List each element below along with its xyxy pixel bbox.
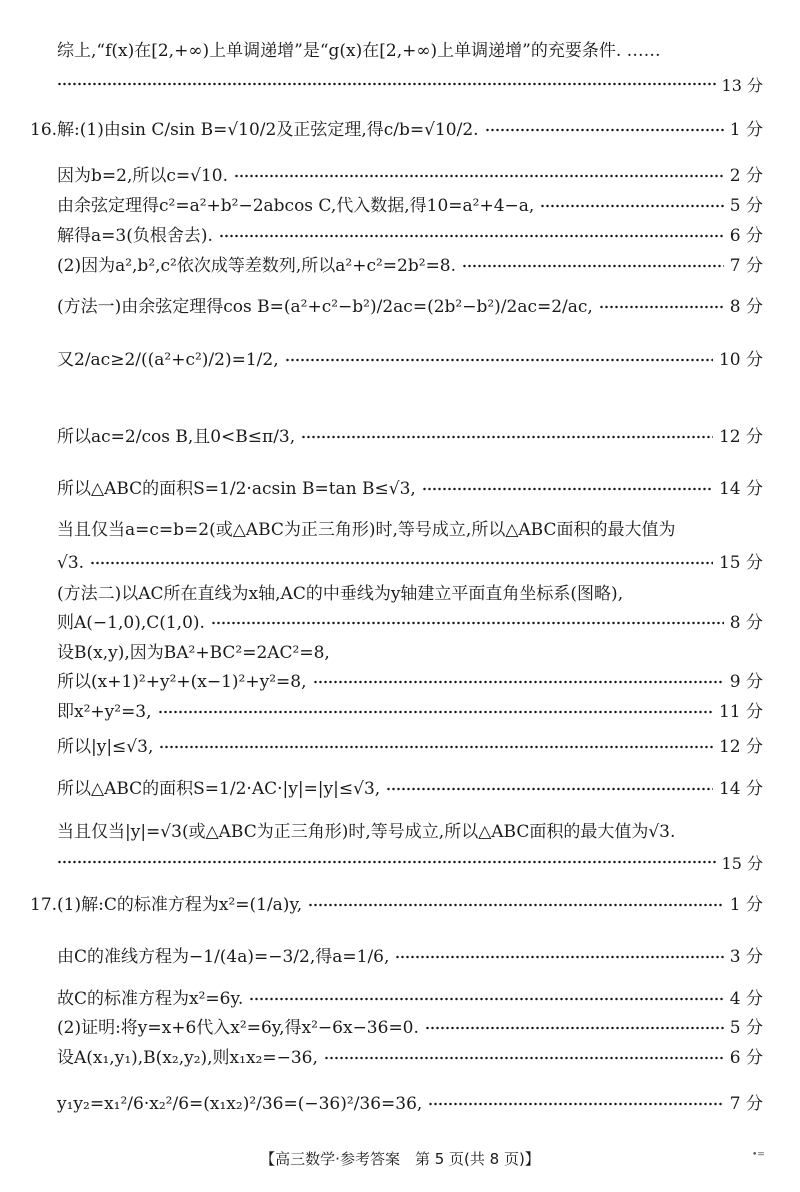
dot-leader	[57, 859, 716, 865]
answer-line	[57, 1017, 763, 1039]
score-label: 12 分	[718, 427, 763, 447]
score-label: 6 分	[729, 226, 763, 246]
answer-line	[57, 583, 763, 605]
answer-line	[57, 1047, 763, 1069]
answer-line	[57, 821, 763, 843]
answer-line	[57, 296, 763, 318]
score-label: 9 分	[729, 672, 763, 692]
dot-leader	[249, 996, 724, 1002]
dot-leader	[234, 173, 724, 179]
dot-leader	[285, 357, 713, 363]
answer-line	[57, 946, 763, 968]
answer-line	[57, 40, 763, 62]
score-label: 3 分	[729, 947, 763, 967]
dot-leader	[485, 127, 724, 133]
answer-line	[57, 701, 763, 723]
dot-leader	[425, 1025, 724, 1031]
answer-text: 当且仅当a=c=b=2(或△ABC为正三角形)时,等号成立,所以△ABC面积的最大值为	[57, 520, 676, 540]
dot-leader	[313, 679, 724, 685]
answer-text: 当且仅当|y|=√3(或△ABC为正三角形)时,等号成立,所以△ABC面积的最大值为√3.	[57, 822, 676, 842]
answer-text: (方法二)以AC所在直线为x轴,AC的中垂线为y轴建立平面直角坐标系(图略),	[57, 584, 624, 604]
score-label: 1 分	[729, 120, 763, 140]
dot-leader	[159, 744, 713, 750]
score-label: 7 分	[729, 1094, 763, 1114]
score-label: 5 分	[729, 1018, 763, 1038]
answer-line	[57, 225, 763, 247]
score-label: 13 分	[721, 75, 763, 95]
dot-leader	[301, 434, 713, 440]
dot-leader	[422, 486, 713, 492]
dot-leader	[90, 560, 713, 566]
answer-line	[57, 426, 763, 448]
answer-text: 又2/ac≥2/((a²+c²)/2)=1/2,	[57, 350, 279, 370]
answer-line	[57, 552, 763, 574]
answer-text: 所以(x+1)²+y²+(x−1)²+y²=8,	[57, 672, 307, 692]
answer-line	[57, 255, 763, 277]
score-label: 15 分	[721, 853, 763, 873]
answer-line	[57, 778, 763, 800]
answer-line	[57, 165, 763, 187]
answer-text: 所以△ABC的面积S=1/2·acsin B=tan B≤√3,	[57, 479, 416, 499]
score-label: 1 分	[729, 895, 763, 915]
score-label: 2 分	[729, 166, 763, 186]
answer-line	[57, 349, 763, 371]
answer-text: 所以|y|≤√3,	[57, 737, 154, 757]
page-footer: 【高三数学·参考答案 第 5 页(共 8 页)】	[260, 1150, 540, 1168]
dot-leader	[158, 709, 713, 715]
answer-text: √3.	[57, 553, 85, 573]
answer-text: 即x²+y²=3,	[57, 702, 152, 722]
answer-line	[57, 612, 763, 634]
answer-line	[57, 73, 763, 95]
answer-line	[57, 519, 763, 541]
dot-leader	[599, 304, 724, 310]
answer-line	[30, 119, 763, 141]
dot-leader	[540, 203, 723, 209]
score-label: 6 分	[729, 1048, 763, 1068]
answer-line	[57, 988, 763, 1010]
answer-text: 设B(x,y),因为BA²+BC²=2AC²=8,	[57, 643, 330, 663]
answer-text: 由C的准线方程为−1/(4a)=−3/2,得a=1/6,	[57, 947, 390, 967]
answer-text: 所以△ABC的面积S=1/2·AC·|y|=|y|≤√3,	[57, 779, 381, 799]
answer-text: y₁y₂=x₁²/6·x₂²/6=(x₁x₂)²/36=(−36)²/36=36,	[57, 1094, 423, 1114]
answer-line	[57, 736, 763, 758]
answer-text: 设A(x₁,y₁),B(x₂,y₂),则x₁x₂=−36,	[57, 1048, 318, 1068]
score-label: 14 分	[718, 779, 763, 799]
score-label: 14 分	[718, 479, 763, 499]
answer-text: 解得a=3(负根舍去).	[57, 226, 213, 246]
dot-leader	[462, 263, 724, 269]
dot-leader	[211, 620, 724, 626]
answer-text: (方法一)由余弦定理得cos B=(a²+c²−b²)/2ac=(2b²−b²)/2ac=2/ac,	[57, 297, 593, 317]
score-label: 12 分	[718, 737, 763, 757]
dot-leader	[395, 954, 723, 960]
dot-leader	[386, 786, 713, 792]
score-label: 11 分	[718, 702, 763, 722]
answer-line	[57, 478, 763, 500]
score-label: 5 分	[729, 196, 763, 216]
answer-text: 综上,“f(x)在[2,+∞)上单调递增”是“g(x)在[2,+∞)上单调递增”的充要条件. ……	[57, 41, 661, 61]
dot-leader	[57, 81, 716, 87]
score-label: 8 分	[729, 297, 763, 317]
answer-text: (2)证明:将y=x+6代入x²=6y,得x²−6x−36=0.	[57, 1018, 419, 1038]
score-label: 10 分	[718, 350, 763, 370]
answer-text: 所以ac=2/cos B,且0<B≤π/3,	[57, 427, 296, 447]
answer-text: 因为b=2,所以c=√10.	[57, 166, 228, 186]
answer-line	[57, 851, 763, 873]
answer-line	[57, 642, 763, 664]
score-label: 8 分	[729, 613, 763, 633]
dot-leader	[324, 1055, 724, 1061]
dot-leader	[428, 1101, 723, 1107]
answer-text: 16.解:(1)由sin C/sin B=√10/2及正弦定理,得c/b=√10/2.	[30, 120, 479, 140]
dot-leader	[308, 902, 724, 908]
answer-line	[57, 671, 763, 693]
answer-text: 由余弦定理得c²=a²+b²−2abcos C,代入数据,得10=a²+4−a,	[57, 196, 535, 216]
answer-text: 则A(−1,0),C(1,0).	[57, 613, 205, 633]
corner-mark: •=	[752, 1150, 765, 1160]
answer-line	[57, 195, 763, 217]
answer-line	[57, 1093, 763, 1115]
answer-line	[30, 894, 763, 916]
dot-leader	[219, 233, 724, 239]
score-label: 4 分	[729, 989, 763, 1009]
answer-text: 故C的标准方程为x²=6y.	[57, 989, 244, 1009]
answer-text: 17.(1)解:C的标准方程为x²=(1/a)y,	[30, 895, 303, 915]
answer-text: (2)因为a²,b²,c²依次成等差数列,所以a²+c²=2b²=8.	[57, 256, 457, 276]
score-label: 15 分	[718, 553, 763, 573]
score-label: 7 分	[729, 256, 763, 276]
